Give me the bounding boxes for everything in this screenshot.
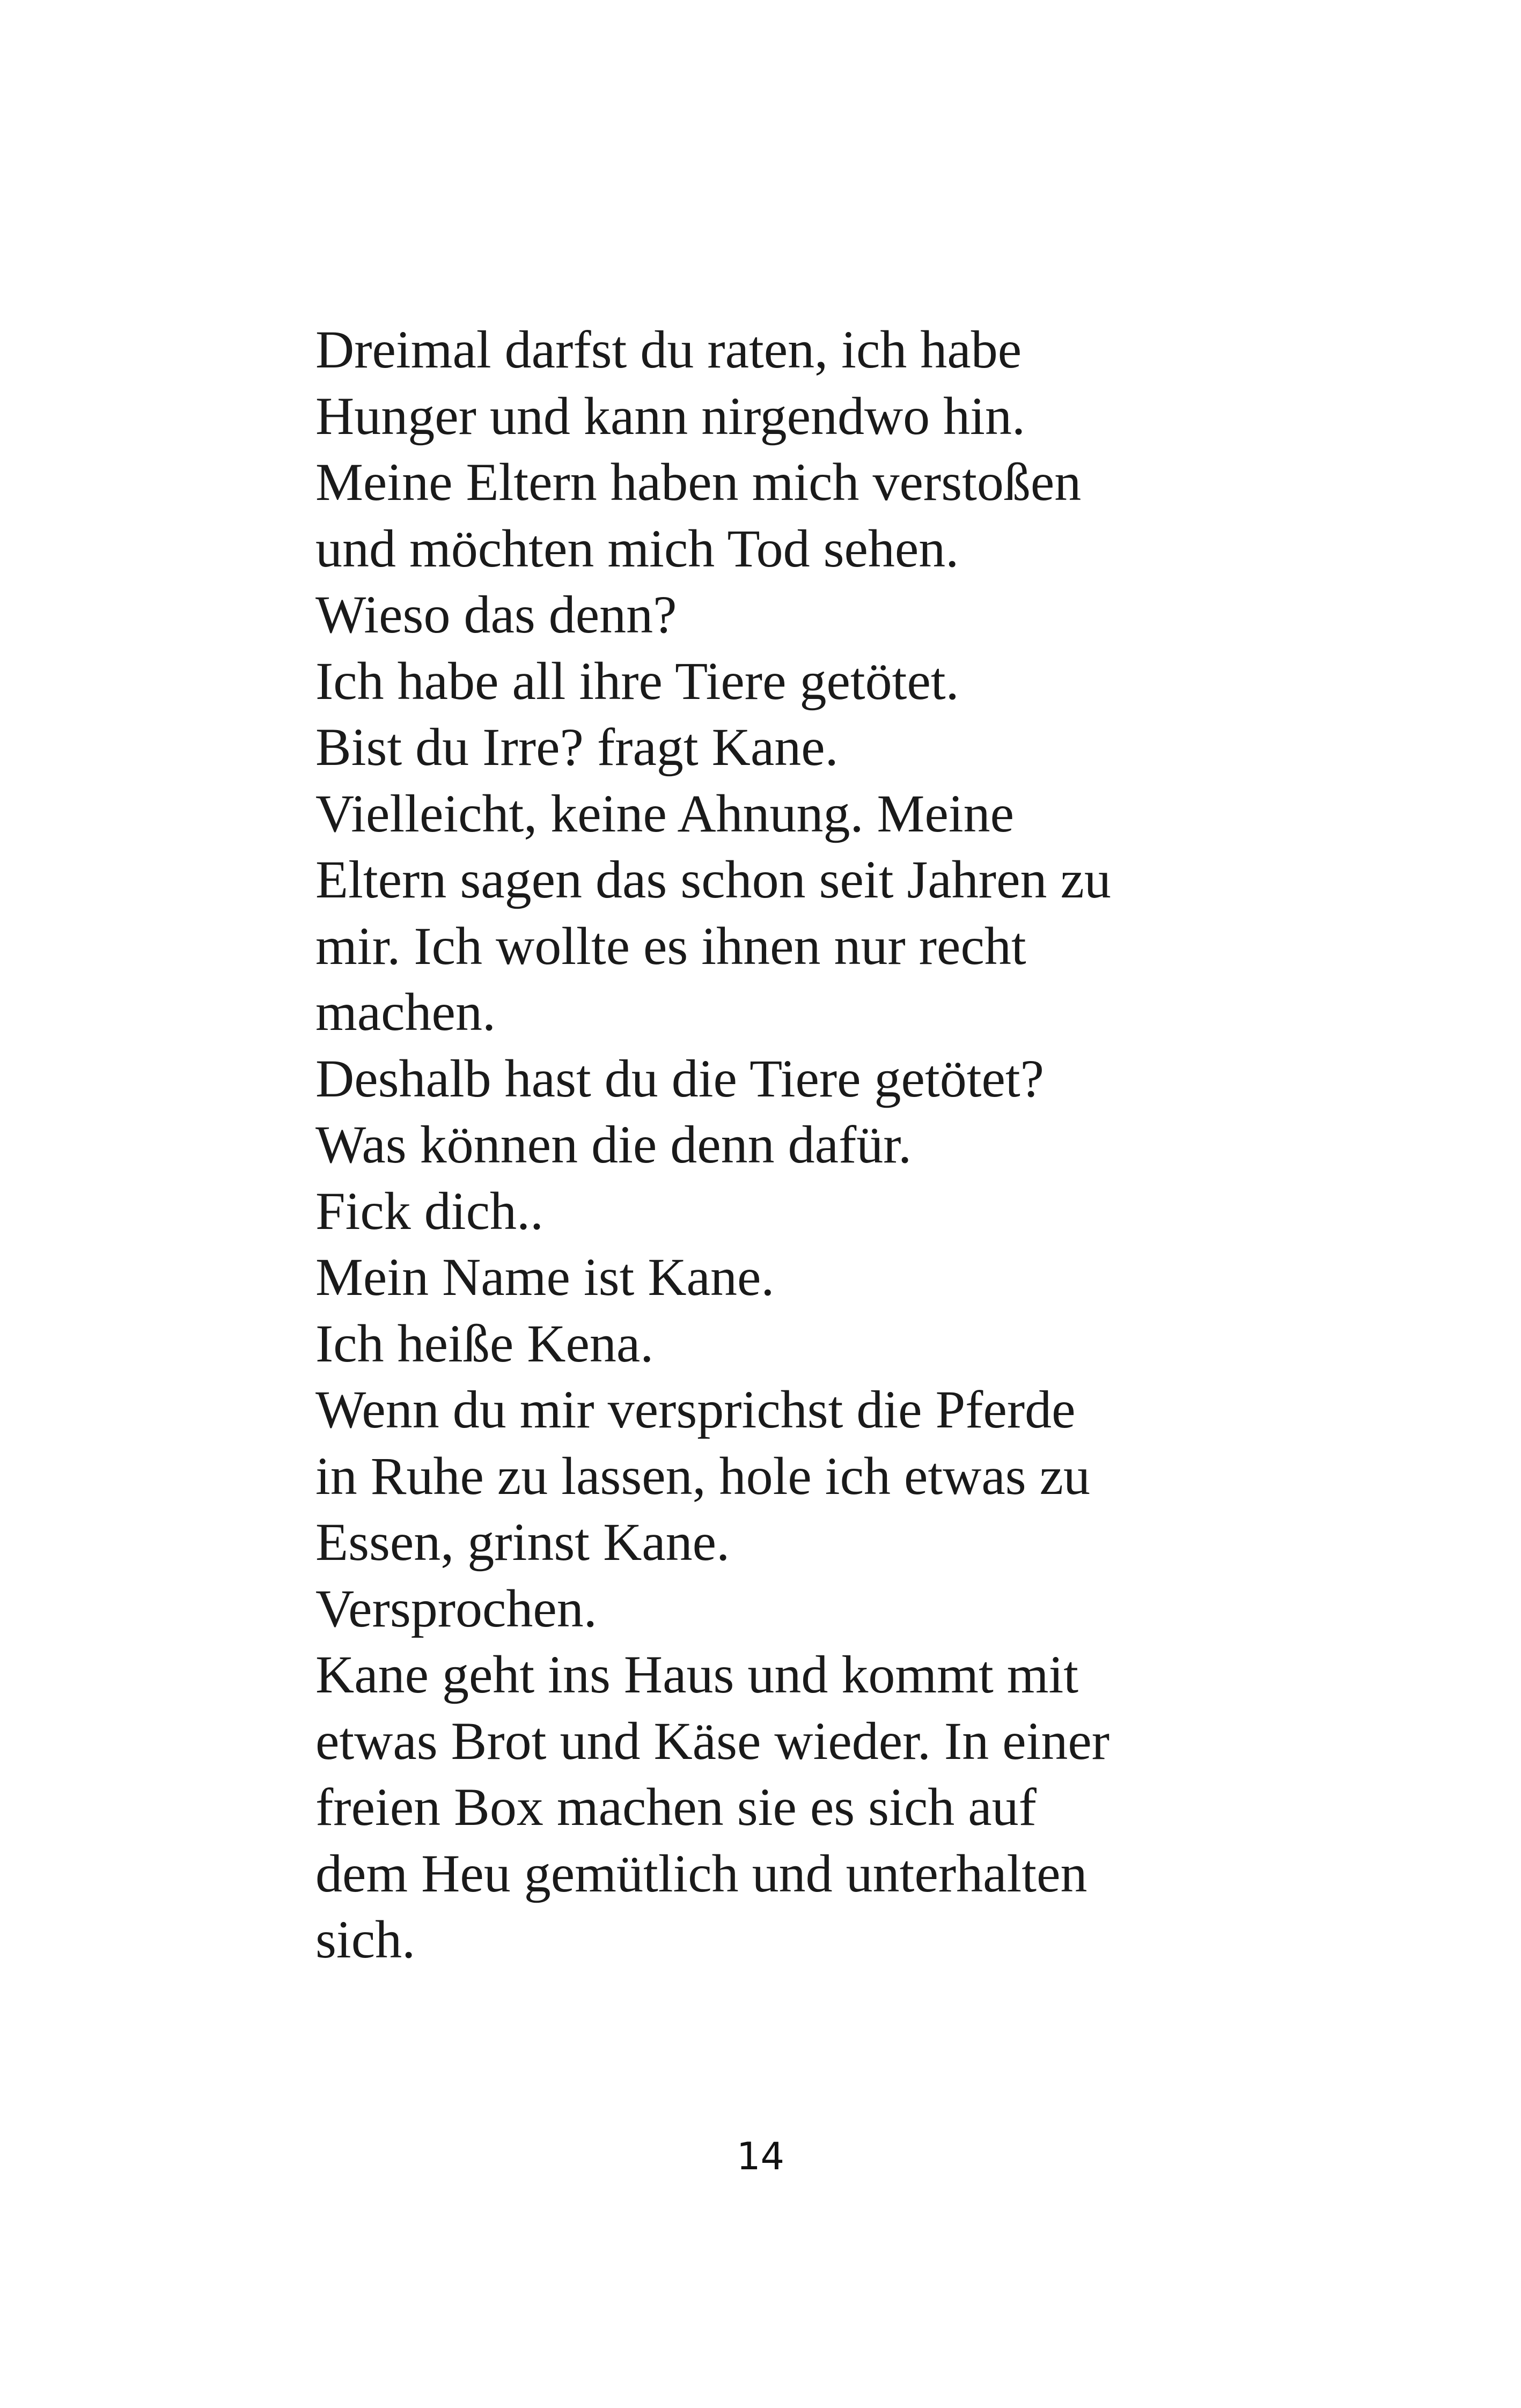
text-line: in Ruhe zu lassen, hole ich etwas zu [315,1446,1091,1506]
text-line: Deshalb hast du die Tiere getötet? [315,1048,1045,1108]
text-line: Mein Name ist Kane. [315,1247,775,1307]
page-number: 14 [736,2134,785,2178]
text-line: freien Box machen sie es sich auf [315,1777,1037,1837]
text-line: Wenn du mir versprichst die Pferde [315,1380,1076,1439]
text-line: und möchten mich Tod sehen. [315,518,959,578]
text-line: Ich habe all ihre Tiere getötet. [315,651,959,711]
text-line: Ich heiße Kena. [315,1313,654,1373]
text-line: Meine Eltern haben mich verstoßen [315,452,1082,512]
text-line: Eltern sagen das schon seit Jahren zu [315,850,1111,909]
text-line: mir. Ich wollte es ihnen nur recht [315,916,1026,976]
text-line: Was können die denn dafür. [315,1115,912,1174]
text-line: Wieso das denn? [315,585,677,644]
text-line: Vielleicht, keine Ahnung. Meine [315,783,1015,843]
text-line: Essen, grinst Kane. [315,1512,730,1572]
text-line: Bist du Irre? fragt Kane. [315,717,839,777]
text-line: dem Heu gemütlich und unterhalten [315,1843,1088,1903]
text-line: Hunger und kann nirgendwo hin. [315,386,1025,446]
text-line: Kane geht ins Haus und kommt mit [315,1645,1079,1704]
body-text [315,316,1238,1973]
text-line: Versprochen. [315,1578,597,1638]
text-line: Dreimal darfst du raten, ich habe [315,320,1022,379]
text-line: sich. [315,1910,416,1969]
text-line: machen. [315,982,496,1042]
text-line: etwas Brot und Käse wieder. In einer [315,1711,1110,1771]
text-line: Fick dich.. [315,1181,543,1241]
